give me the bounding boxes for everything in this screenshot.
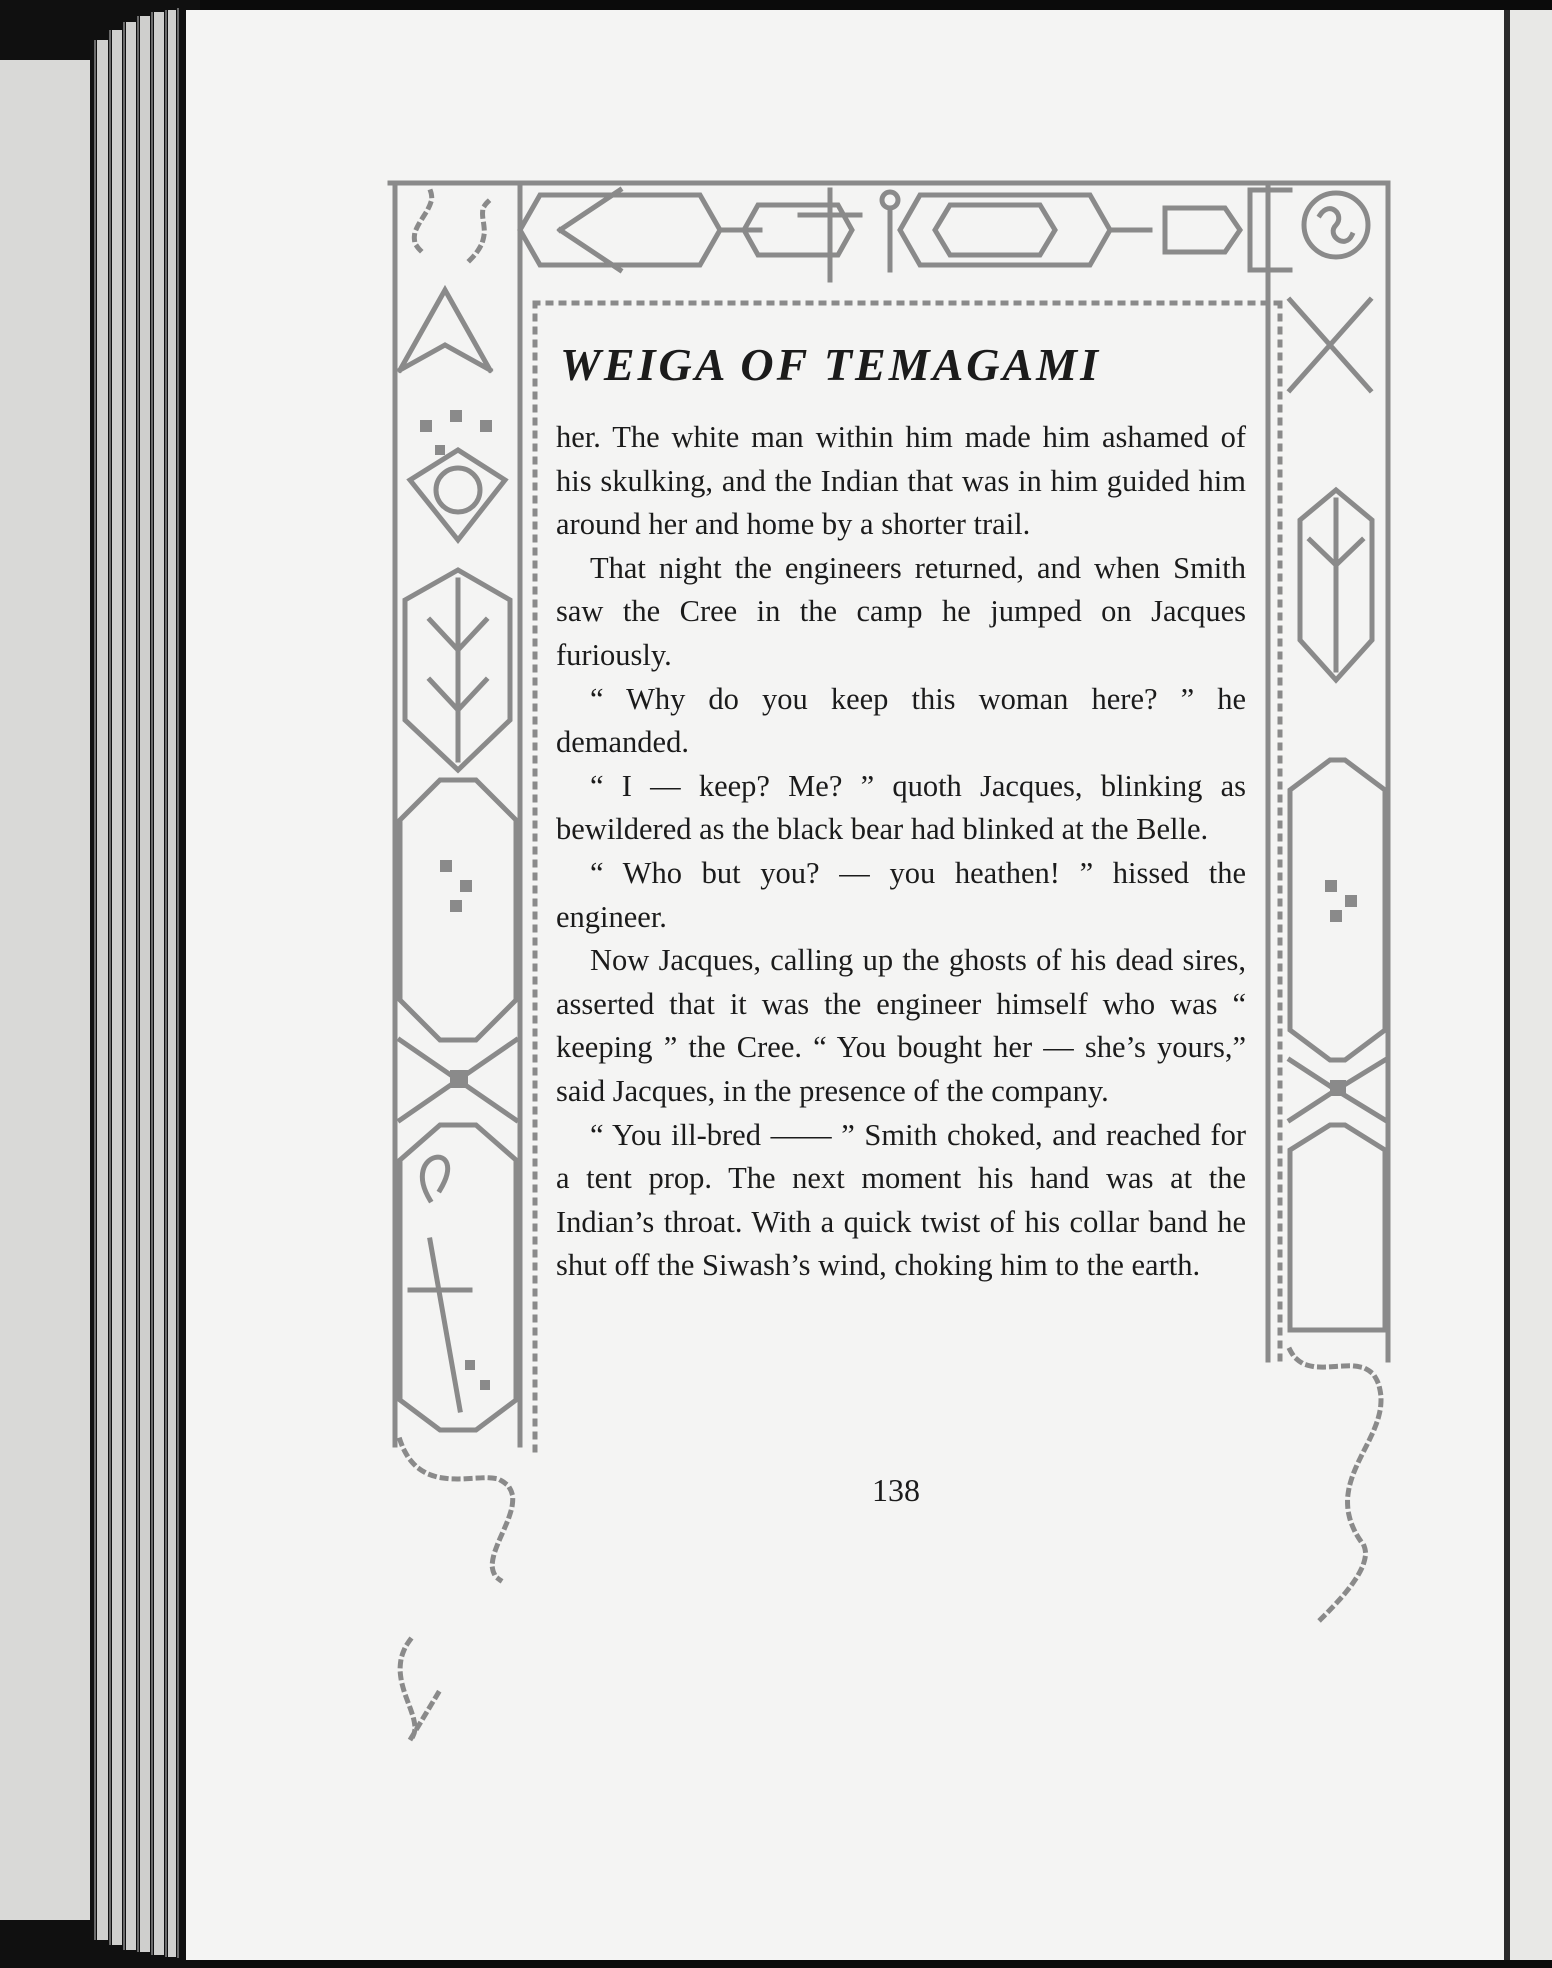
- paragraph: her. The white man within him made him ashamed of his skulking, and the Indian that was in him guided him around her and home by a shorter trail.: [556, 420, 1246, 542]
- paragraph: Now Jacques, calling up the ghosts of his dead sires, asserted that it was the engineer himself who was “ keeping ” the Cree. “ You bought her — she’s yours,” said Jacques, in the presence of the company.: [556, 943, 1246, 1108]
- running-head: WEIGA OF TEMAGAMI: [560, 339, 1101, 390]
- paragraph: “ You ill-bred —— ” Smith choked, and reached for a tent prop. The next moment his hand was at the Indian’s throat. With a quick twist of his collar band he shut off the Siwash’s wind, choking him to the earth.: [556, 1117, 1246, 1283]
- body-text: [556, 416, 1246, 1288]
- paragraph: “ Why do you keep this woman here? ” he demanded.: [556, 681, 1246, 760]
- page-number: 138: [872, 1472, 920, 1508]
- page-edges: [0, 0, 200, 1968]
- paragraph: “ I — keep? Me? ” quoth Jacques, blinking as bewildered as the black bear had blinked at the Belle.: [556, 768, 1246, 847]
- paragraph: “ Who but you? — you heathen! ” hissed the engineer.: [556, 855, 1246, 934]
- paragraph: That night the engineers returned, and when Smith saw the Cree in the camp he jumped on Jacques furiously.: [556, 550, 1246, 672]
- facing-page-edge: [1496, 0, 1552, 1968]
